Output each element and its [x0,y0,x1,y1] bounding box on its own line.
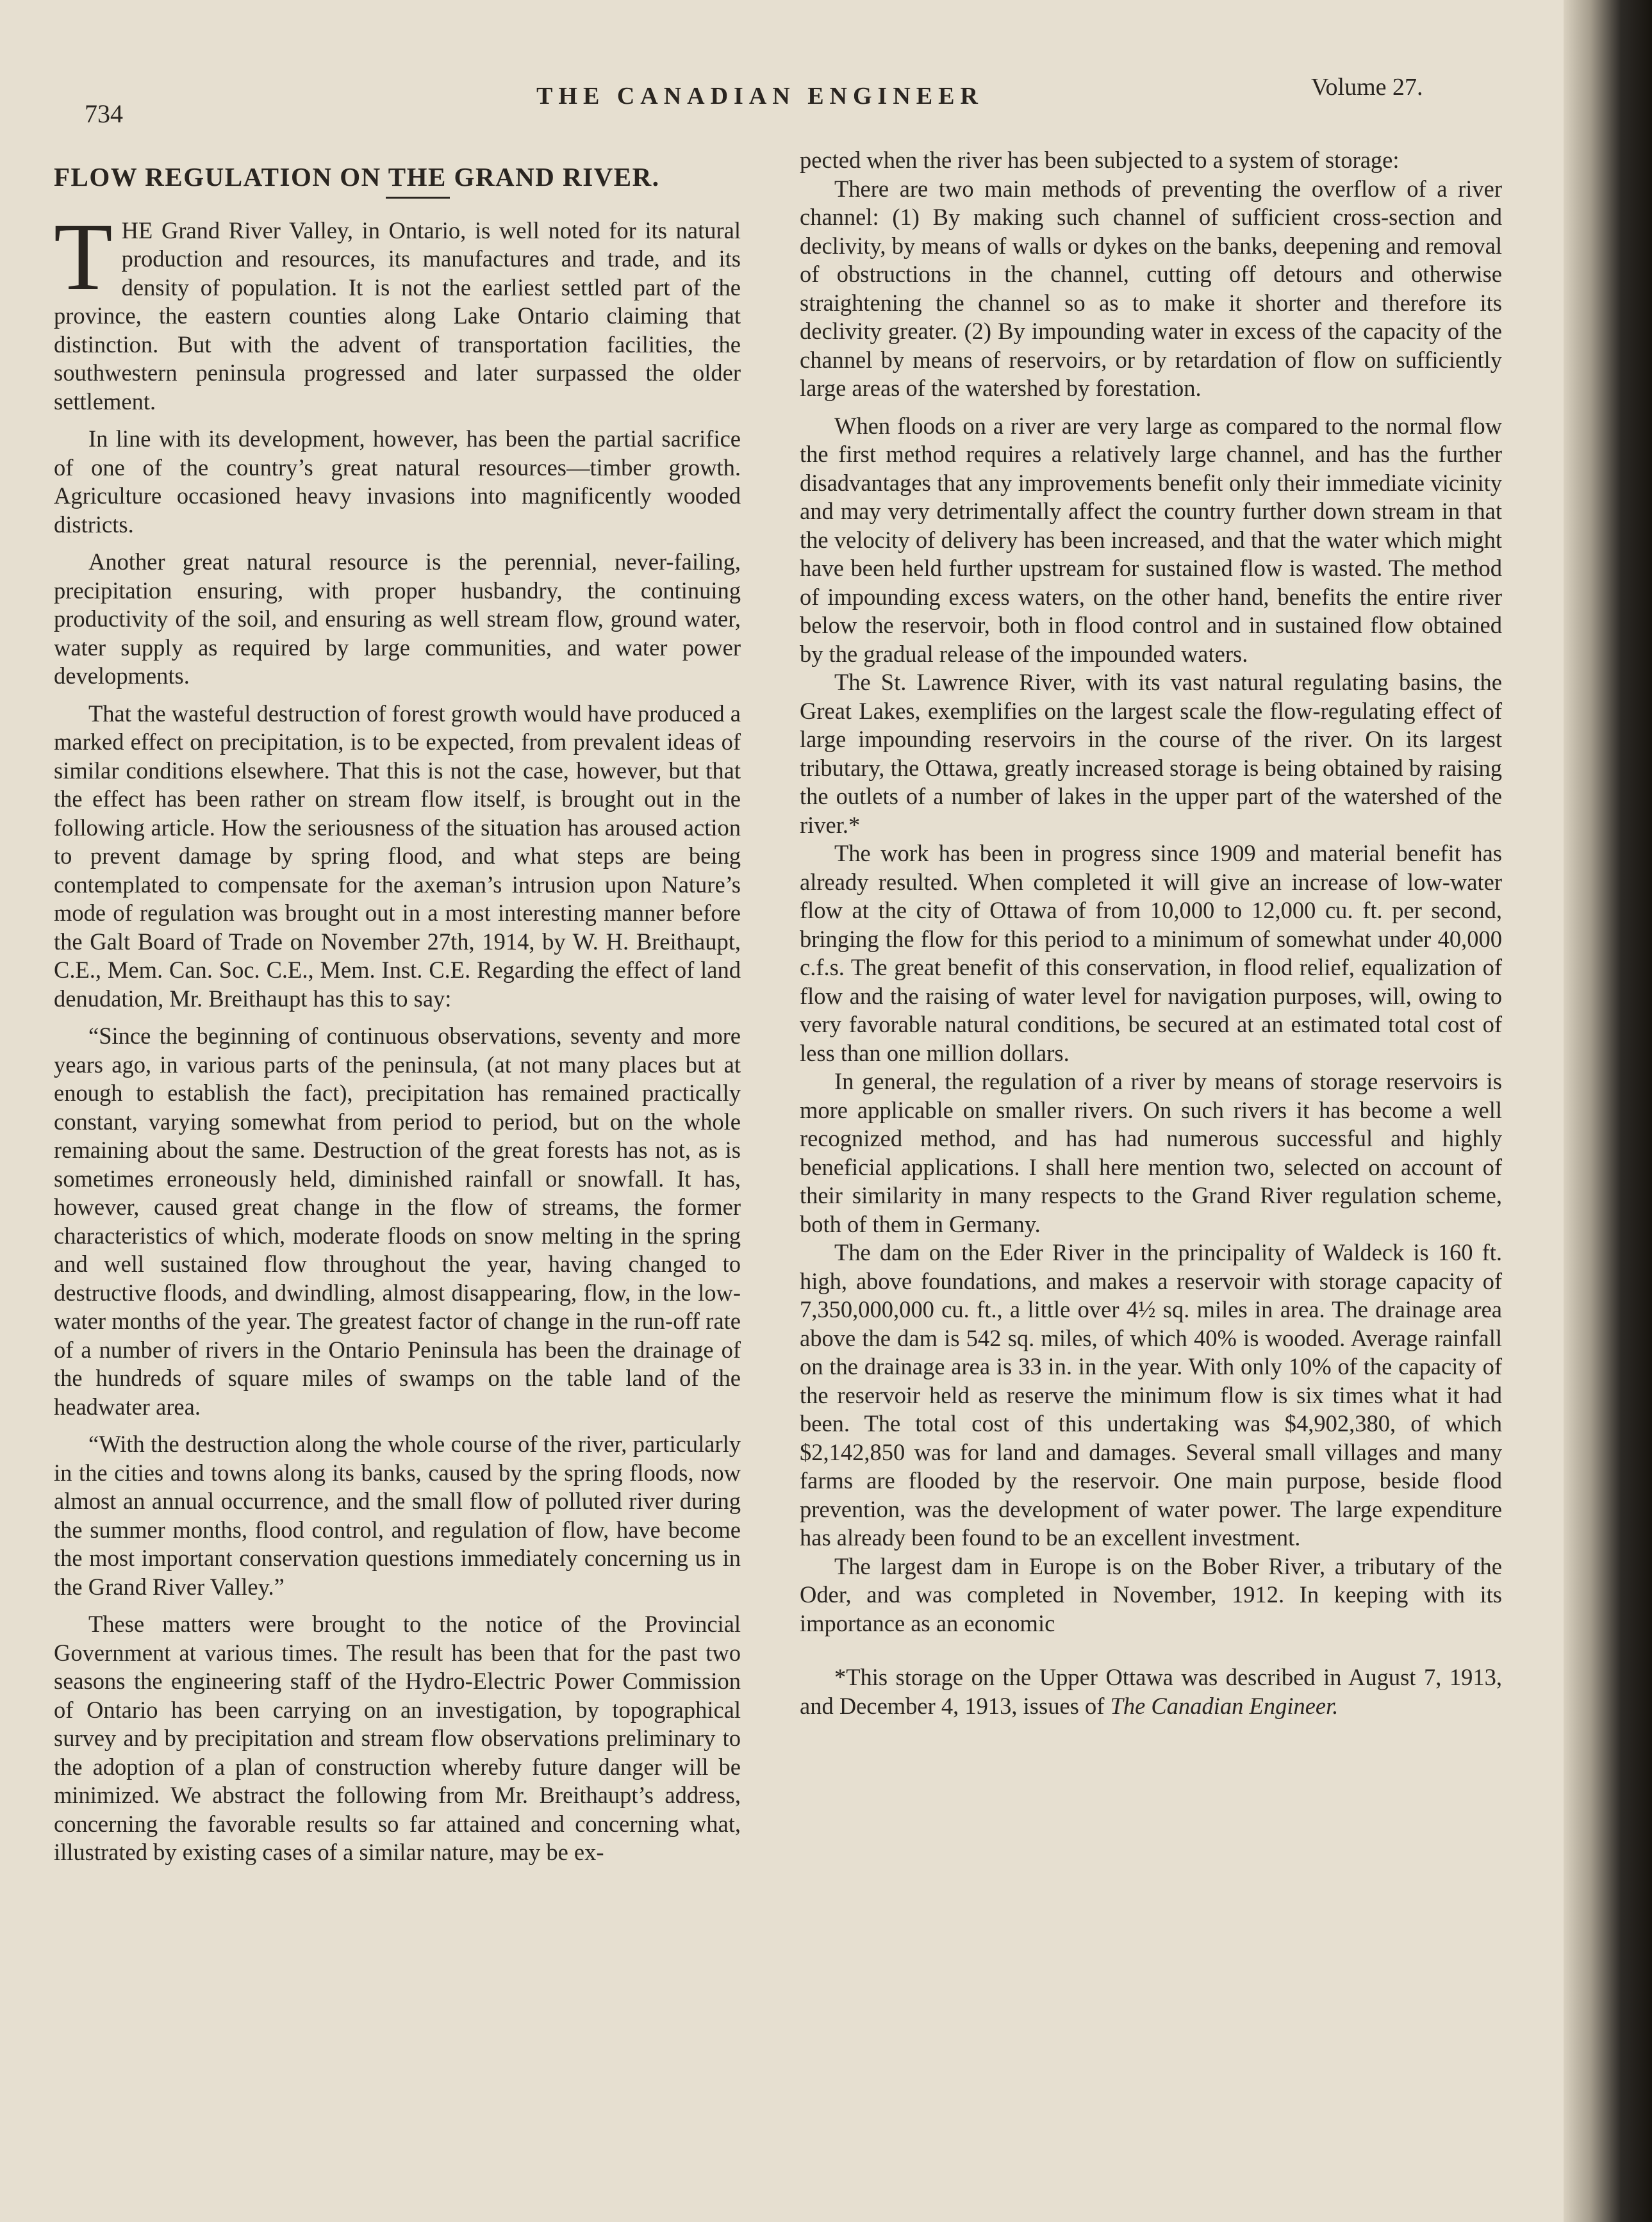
paragraph: That the wasteful destruction of forest growth would have produced a marked effect on precipitation, is to be expected, from prevalent ideas of similar conditions elsewhere. That this is not the case, however, but that the effect has been rather on stream flow itself, is brought out in the following article. How the seriousness of the situation has aroused action to prevent damage by spring flood, and what steps are being contemplated to compensate for the axeman’s intrusion upon Nature’s mode of regulation was brought out in a most interesting manner before the Galt Board of Trade on November 27th, 1914, by W. H. Breithaupt, C.E., Mem. Can. Soc. C.E., Mem. Inst. C.E. Regarding the effect of land denudation, Mr. Breithaupt has this to say: [54,700,741,1012]
running-header [0,69,1538,127]
paragraph: The largest dam in Europe is on the Bober River, a tributary of the Oder, and was completed in November, 1912. In keeping with its importance as an economic [800,1552,1502,1636]
footnote [800,1663,1502,1720]
right-column [800,146,1502,1720]
paragraph: “With the destruction along the whole course of the river, particularly in the cities and towns along its banks, caused by the spring floods, now almost an annual occurrence, and the small flow of polluted river during the summer months, flood control, and regulation of flow, have become the most important conservation questions immediately concerning us in the Grand River Valley.” [54,1431,741,1600]
paragraph: Another great natural resource is the perennial, never-failing, precipitation ensuring, with proper husbandry, the continuing productivity of the soil, and ensuring as well stream flow, ground water, water supply as required by large communities, and water power developments. [54,548,741,689]
book-spine-shadow [1564,0,1652,2222]
paragraph: In line with its development, however, has been the partial sacrifice of one of the country’s great natural resources—timber growth. Agriculture occasioned heavy invasions into magnificently wooded districts. [54,425,741,538]
volume-label: Volume 27. [1311,74,1423,101]
paragraph: The dam on the Eder River in the principality of Waldeck is 160 ft. high, above foundations, and makes a reservoir with storage capacity of 7,350,000,000 cu. ft., a little over 4½ sq. miles in area. The drainage area above the dam is 542 sq. miles, of which 40% is wooded. Average rainfall on the drainage area is 33 in. in the year. With only 10% of the capacity of the reservoir held as reserve the minimum flow is six times what it had been. The total cost of this undertaking was $4,902,380, of which $2,142,850 was for land and damages. Several small villages and many farms are flooded by the reservoir. One main purpose, beside flood prevention, was the development of water power. The large expenditure has already been found to be an excellent investment. [800,1239,1502,1551]
paragraph: “Since the beginning of continuous observations, seventy and more years ago, in various parts of the peninsula, (at not many places but at enough to establish the fact), precipitation has remained practically constant, varying somewhat from period to period, but on the whole remaining about the same. Destruction of the great forests has not, as is sometimes erroneously held, diminished rainfall or snowfall. It has, however, caused great change in the flow of streams, the former characteristics of which, moderate floods on snow melting in the spring and well sustained flow throughout the year, having changed to destructive floods, and dwindling, almost disappearing, flow, in the low-water months of the year. The greatest factor of change in the run-off rate of a number of rivers in the Ontario Peninsula has been the drainage of the hundreds of square miles of swamps on the table land of the headwater area. [54,1023,741,1420]
title-rule [386,197,450,199]
left-column [54,156,741,1867]
paragraph: These matters were brought to the notice of the Provincial Government at various times. The result has been that for the past two seasons the engineering staff of the Hydro-Electric Power Commission of Ontario has been carrying on an investigation, by topographical survey and by precipitation and stream flow observations preliminary to the adoption of a plan of construction whereby future danger will be minimized. We abstract the following from Mr. Breithaupt’s address, concerning the favorable results so far attained and concerning what, illustrated by existing cases of a similar nature, may be ex- [54,1611,741,1865]
paragraph [54,203,741,416]
paragraph: In general, the regulation of a river by means of storage reservoirs is more applicable on smaller rivers. On such rivers it has become a well recognized method, and has had numerous successful and highly beneficial applications. I shall here mention two, selected on account of their similarity in many respects to the Grand River regulation scheme, both of them in Germany. [800,1068,1502,1237]
article-title: FLOW REGULATION ON THE GRAND RIVER. [54,162,660,192]
footnote-text: *This storage on the Upper Ottawa was described in August 7, 1913, and December 4, 1913, issues of [800,1664,1502,1719]
journal-title: THE CANADIAN ENGINEER [536,83,984,110]
paragraph: When floods on a river are very large as compared to the normal flow the first method requires a relatively large channel, and has the further disadvantages that any improvements benefit only their immediate vicinity and may very detrimentally affect the country further down stream in that the velocity of delivery has been increased, and that the water which might have been held further upstream for sustained flow is wasted. The method of impounding excess waters, on the other hand, benefits the entire river below the reservoir, both in flood control and in sustained flow obtained by the gradual release of the impounded waters. [800,412,1502,667]
footnote-spacer [800,1638,1502,1663]
drop-cap: T [54,203,113,310]
paragraph: The St. Lawrence River, with its vast natural regulating basins, the Great Lakes, exemplifies on the largest scale the flow-regulating effect of large impounding reservoirs in the course of the river. On its largest tributary, the Ottawa, greatly increased storage is being obtained by raising the outlets of a number of lakes in the upper part of the watershed of the river.* [800,669,1502,838]
page-number: 734 [85,99,123,128]
paragraph-text: HE Grand River Valley, in Ontario, is well noted for its natural production and resources, its manufactures and trade, and its density of population. It is not the earliest settled part of the province, the eastern counties along Lake Ontario claiming that distinction. But with the advent of transportation facilities, the southwestern peninsula progressed and later surpassed the older settlement. [54,217,741,415]
paragraph: The work has been in progress since 1909 and material benefit has already resulted. When completed it will give an increase of low-water flow at the city of Ottawa of from 10,000 to 12,000 cu. ft. per second, bringing the flow for this period to a minimum of somewhat under 40,000 c.f.s. The great benefit of this conservation, in flood relief, equalization of flow and the raising of water level for navigation purposes, will, owing to very favorable natural conditions, be secured at an estimated total cost of less than one million dollars. [800,840,1502,1066]
footnote-journal: The Canadian Engineer. [1110,1692,1339,1719]
paragraph: There are two main methods of preventing the overflow of a river channel: (1) By making such channel of sufficient cross-section and declivity, by means of walls or dykes on the banks, deepening and removal of obstructions in the channel, cutting off detours and otherwise straightening the channel so as to make it shorter and therefore its declivity greater. (2) By impounding water in excess of the capacity of the channel by means of reservoirs, or by retardation of flow on sufficiently large areas of the watershed by forestation. [800,175,1502,401]
paragraph: pected when the river has been subjected to a system of storage: [800,147,1400,173]
